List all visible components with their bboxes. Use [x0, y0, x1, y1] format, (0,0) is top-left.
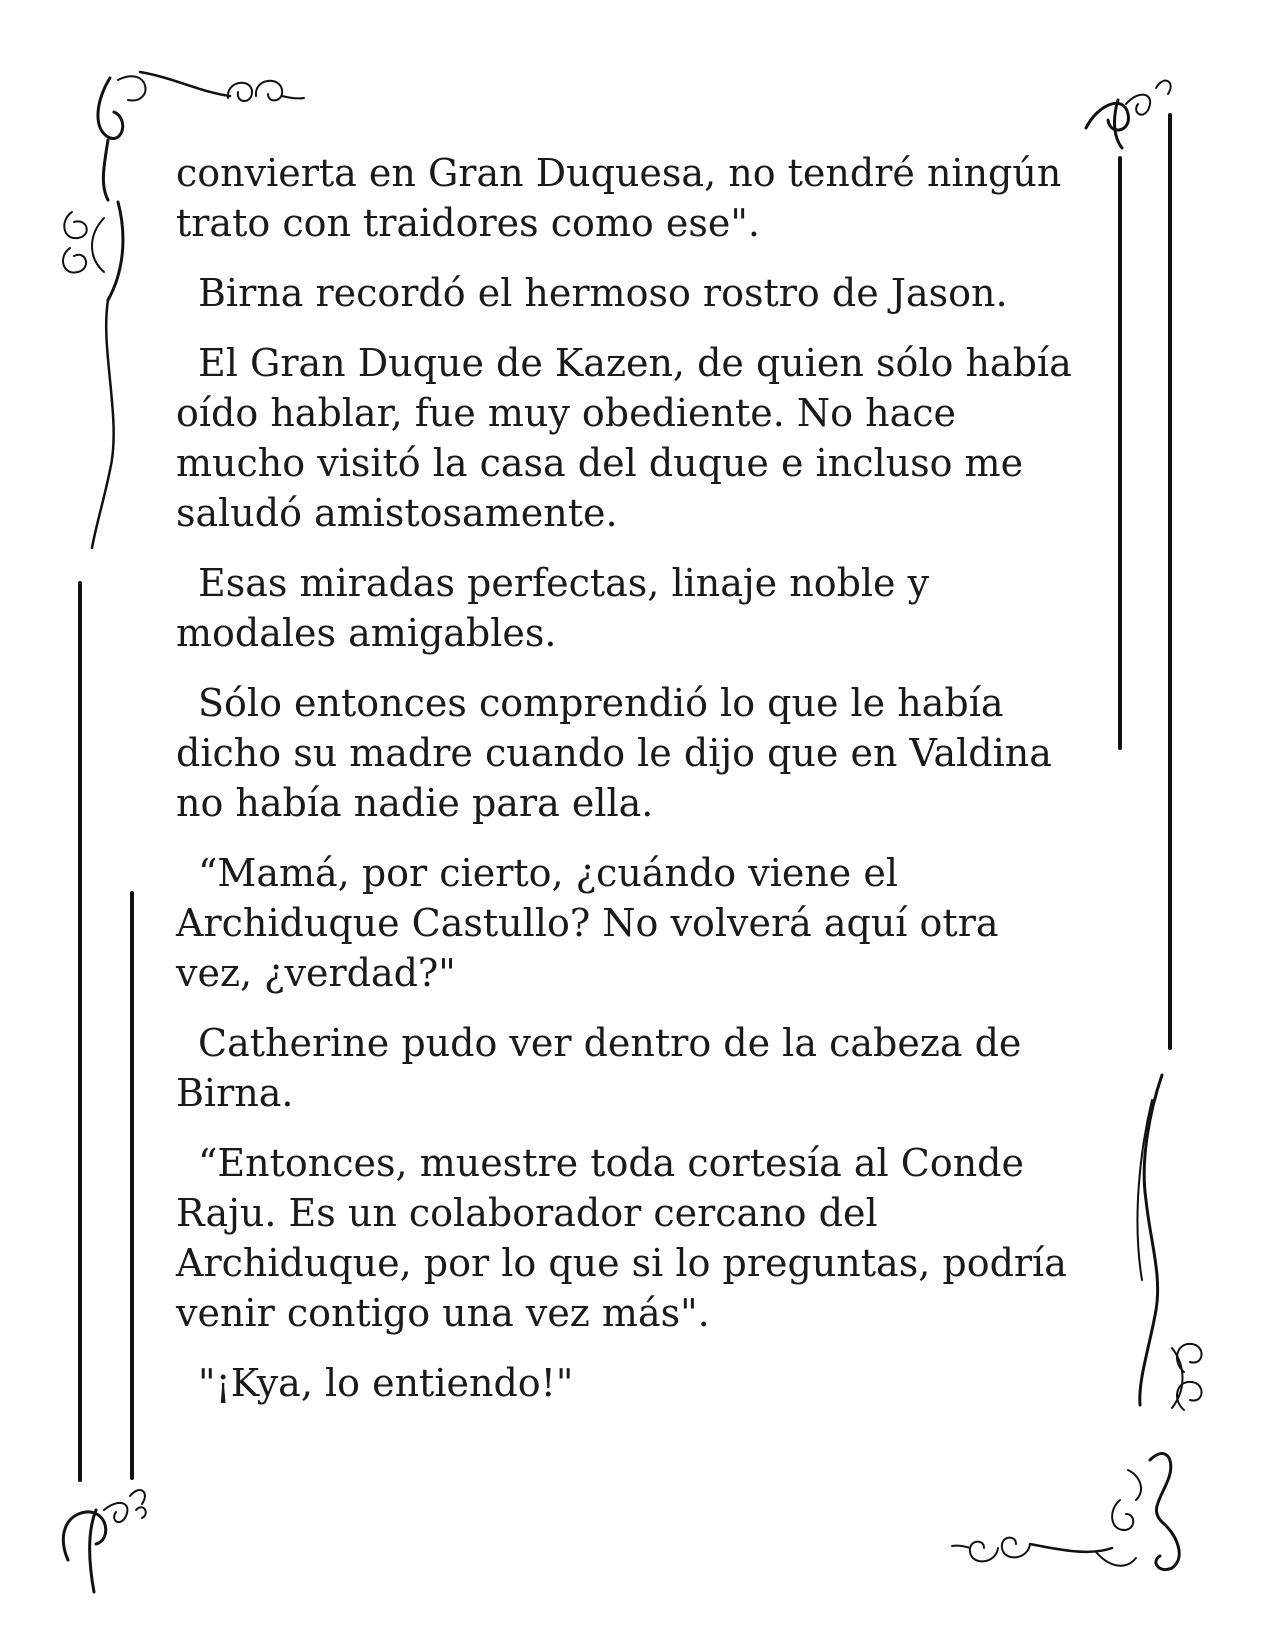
paragraph-5: Sólo entonces comprendió lo que le había dicho su madre cuando le dijo que en Valdina no había nadie para ella.: [176, 681, 1052, 825]
paragraph-4: Esas miradas perfectas, linaje noble y modales amigables.: [176, 561, 930, 655]
paragraph-2: Birna recordó el hermoso rostro de Jason.: [198, 271, 1008, 315]
paragraph-3: El Gran Duque de Kazen, de quien sólo había oído hablar, fue muy obediente. No hace mucho visitó la casa del duque e incluso me saludó amistosamente.: [176, 341, 1072, 535]
paragraph-7: Catherine pudo ver dentro de la cabeza de Birna.: [176, 1021, 1022, 1115]
paragraph-8: “Entonces, muestre toda cortesía al Conde Raju. Es un colaborador cercano del Archiduque, por lo que si lo preguntas, podría venir contigo una vez más".: [176, 1141, 1067, 1335]
story-text: [176, 148, 1096, 1428]
top-right-flourish: [1086, 81, 1171, 148]
paragraph-9: "¡Kya, lo entiendo!": [198, 1361, 574, 1405]
paragraph-6: “Mamá, por cierto, ¿cuándo viene el Archiduque Castullo? No volverá aquí otra vez, ¿verdad?": [176, 851, 999, 995]
paragraph-1: convierta en Gran Duquesa, no tendré ningún trato con traidores como ese".: [176, 151, 1062, 245]
bottom-left-flourish: [63, 1490, 145, 1592]
